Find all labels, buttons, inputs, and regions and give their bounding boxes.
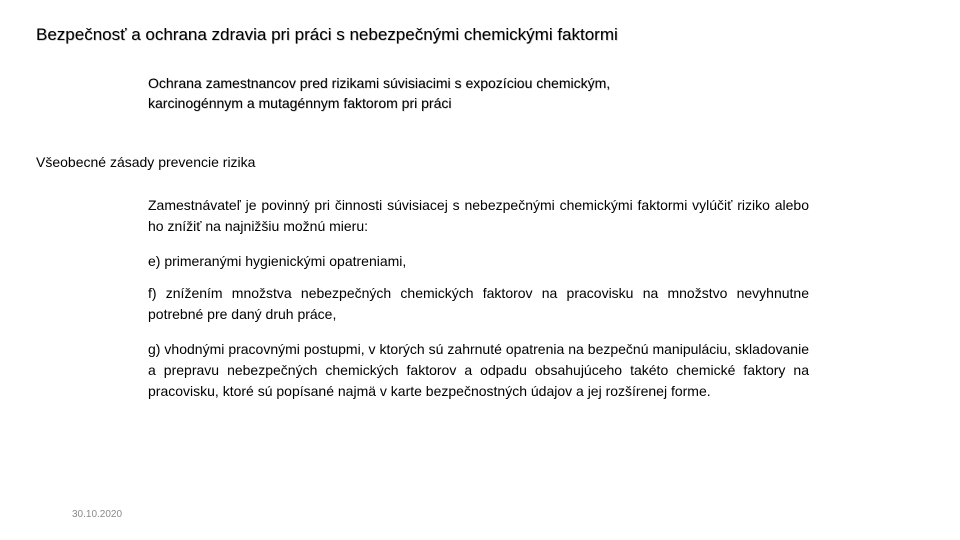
- body-paragraph-g: g) vhodnými pracovnými postupmi, v ktorých sú zahrnuté opatrenia na bezpečnú manipuláciu, skladovanie a prepravu nebezpečných chemických faktorov a odpadu obsahujúceho takéto chemické faktory na pracovisku, ktoré sú popísané najmä v karte bezpečnostných údajov a jej rozšírenej forme.: [148, 341, 809, 399]
- body-paragraph-e: e) primeranými hygienickými opatreniami,: [148, 253, 407, 269]
- slide-subtitle: [148, 73, 748, 113]
- body-paragraph-intro: Zamestnávateľ je povinný pri činnosti súvisiacej s nebezpečnými chemickými faktormi vylúčiť riziko alebo ho znížiť na najnižšiu možnú mieru:: [148, 197, 809, 234]
- footer-date: 30.10.2020: [72, 509, 123, 520]
- subtitle-line: karcinogénnym a mutagénnym faktorom pri práci: [148, 95, 452, 111]
- section-heading: Všeobecné zásady prevencie rizika: [36, 154, 256, 170]
- subtitle-line: Ochrana zamestnancov pred rizikami súvisiacimi s expozíciou chemickým,: [148, 75, 611, 91]
- slide-title: Bezpečnosť a ochrana zdravia pri práci s nebezpečnými chemickými faktormi: [36, 25, 618, 44]
- body-paragraph-f: f) znížením množstva nebezpečných chemických faktorov na pracovisku na množstvo nevyhnutne potrebné pre daný druh práce,: [148, 285, 809, 322]
